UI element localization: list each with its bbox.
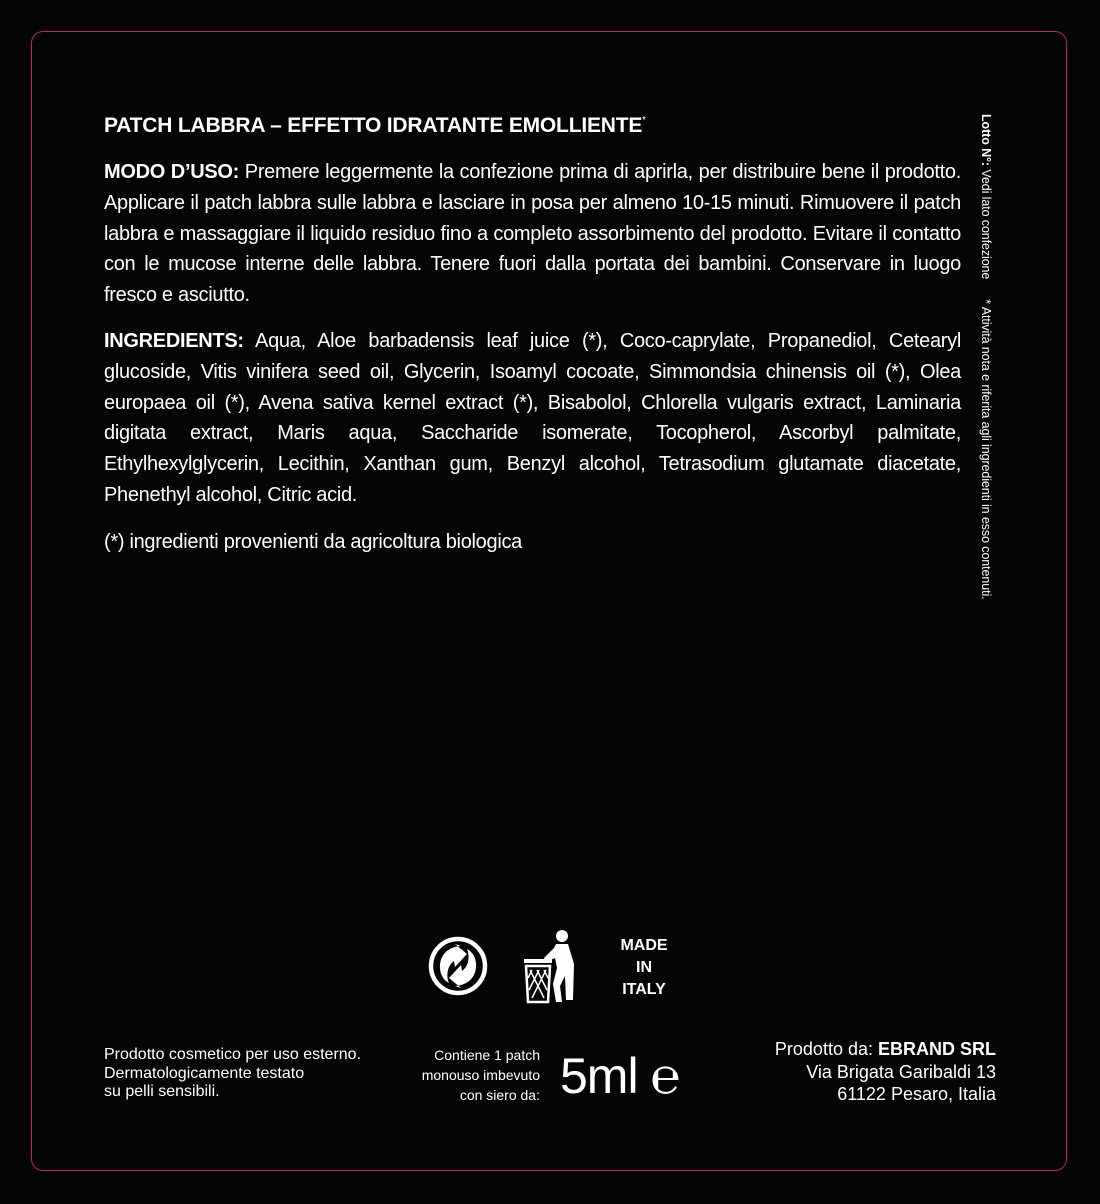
usage-label: MODO D’USO: [104, 161, 239, 183]
product-title-text: PATCH LABBRA – EFFETTO IDRATANTE EMOLLIENTE [104, 114, 643, 137]
made-in-line-3: ITALY [622, 981, 666, 998]
volume-value: 5ml [560, 1048, 638, 1104]
estimated-sign-icon: ℮ [650, 1048, 680, 1104]
activity-note: * Attività nota e riferita agli ingredienti in esso contenuti. [979, 299, 993, 600]
side-vertical-text [979, 114, 993, 600]
cosmetic-line-3: su pelli sensibili. [104, 1083, 220, 1100]
cosmetic-line-2: Dermatologicamente testato [104, 1064, 305, 1082]
ingredients-label: INGREDIENTS: [104, 330, 244, 352]
lot-value: Vedi lato confezione [979, 166, 993, 280]
contents-description [422, 1045, 540, 1105]
ingredients-text: Aqua, Aloe barbadensis leaf juice (*), Coco-caprylate, Propanediol, Cetearyl glucoside, Vitis vinifera seed oil, Glycerin, Isoamyl cocoate, Simmondsia chinensis oil (*), Olea europaea oil (*), Avena sativa kernel extract (*), Bisabolol, Chlorella vulgaris extract, Laminaria digitata extract, Maris aqua, Saccharide isomerate, Tocopherol, Ascorbyl palmitate, Ethylhexylglycerin, Lecithin, Xanthan gum, Benzyl alcohol, Tetrasodium glutamate diacetate, Phenethyl alcohol, Citric acid. [104, 330, 961, 506]
cosmetic-notice [104, 1046, 361, 1102]
lot-label: Lotto N°: [979, 114, 993, 166]
made-in-line-2: IN [636, 959, 652, 976]
made-in-italy [612, 935, 676, 1001]
tidyman-bin-icon [520, 928, 584, 1004]
producer-label: Prodotto da: [774, 1039, 878, 1059]
volume [560, 1044, 680, 1108]
producer-address-2: 61122 Pesaro, Italia [837, 1084, 996, 1104]
cosmetic-line-1: Prodotto cosmetico per uso esterno. [104, 1046, 362, 1063]
ingredients-list [104, 326, 961, 511]
green-dot-recycle-icon [428, 936, 488, 996]
producer-info [775, 1038, 996, 1106]
contents-line-1: Contiene 1 patch [434, 1047, 540, 1063]
producer-address-1: Via Brigata Garibaldi 13 [806, 1061, 996, 1082]
organic-footnote: (*) ingredienti provenienti da agricoltura biologica [104, 531, 522, 553]
contents-line-2: monouso imbevuto [421, 1067, 540, 1083]
usage-text: Premere leggermente la confezione prima di aprirla, per distribuire bene il prodotto. Applicare il patch labbra sulle labbra e lasciare in posa per almeno 10-15 minuti. Rimuovere il patch labbra e massaggiare il liquido residuo fino a completo assorbimento del prodotto. Evitare il contatto con le mucose interne delle labbra. Tenere fuori dalla portata dei bambini. Conservare in luogo fresco e asciutto. [104, 161, 961, 307]
title-asterisk: * [642, 115, 646, 126]
producer-company: EBRAND SRL [877, 1039, 996, 1059]
made-in-line-1: MADE [620, 937, 668, 954]
contents-line-3: con siero da: [459, 1087, 540, 1103]
product-title [104, 114, 646, 138]
usage-instructions [104, 157, 961, 311]
